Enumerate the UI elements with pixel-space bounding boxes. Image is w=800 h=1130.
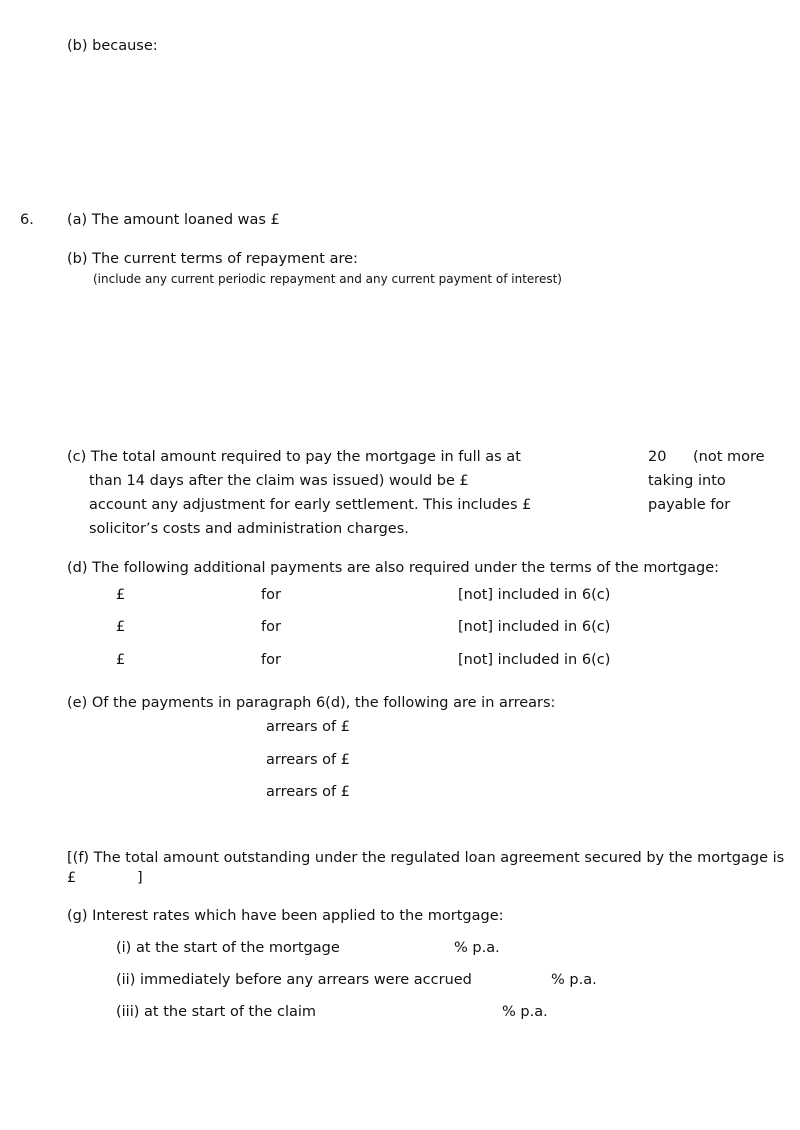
payment-included-status: [not] included in 6(c)	[458, 619, 611, 635]
payable-for-text: payable for	[648, 497, 731, 513]
date-year-prefix: 20	[648, 449, 667, 465]
total-outstanding-currency: £	[67, 870, 77, 886]
payment-included-status: [not] included in 6(c)	[458, 587, 611, 603]
interest-rate-unit: % p.a.	[551, 972, 597, 988]
total-outstanding-label: [(f) The total amount outstanding under the regulated loan agreement secured by the mortgage is	[67, 850, 785, 866]
payment-for-label: for	[261, 587, 281, 603]
payment-for-label: for	[261, 652, 281, 668]
total-amount-line-1: (c) The total amount required to pay the mortgage in full as at	[67, 449, 521, 465]
payment-currency: £	[116, 652, 126, 668]
total-outstanding-close-bracket: ]	[137, 870, 143, 886]
repayment-terms-note: (include any current periodic repayment and any current payment of interest)	[93, 272, 562, 286]
additional-payments-label: (d) The following additional payments are also required under the terms of the mortgage:	[67, 560, 720, 576]
section-number: 6.	[20, 212, 34, 228]
section-5b-because-label: (b) because:	[67, 38, 158, 54]
payment-for-label: for	[261, 619, 281, 635]
arrears-label: (e) Of the payments in paragraph 6(d), the following are in arrears:	[67, 695, 556, 711]
payment-included-status: [not] included in 6(c)	[458, 652, 611, 668]
arrears-row: arrears of £	[266, 752, 350, 768]
payment-currency: £	[116, 587, 126, 603]
interest-rates-label: (g) Interest rates which have been applied to the mortgage:	[67, 908, 504, 924]
payment-currency: £	[116, 619, 126, 635]
interest-rate-start-label: (i) at the start of the mortgage	[116, 940, 340, 956]
taking-into-text: taking into	[648, 473, 726, 489]
amount-loaned-label: (a) The amount loaned was £	[67, 212, 280, 228]
repayment-terms-label: (b) The current terms of repayment are:	[67, 251, 358, 267]
total-amount-line-3: account any adjustment for early settlement. This includes £	[89, 497, 532, 513]
interest-rate-before-arrears-label: (ii) immediately before any arrears were accrued	[116, 972, 472, 988]
interest-rate-claim-start-label: (iii) at the start of the claim	[116, 1004, 317, 1020]
not-more-text: (not more	[693, 449, 765, 465]
total-amount-line-4: solicitor’s costs and administration charges.	[89, 521, 409, 537]
interest-rate-unit: % p.a.	[454, 940, 500, 956]
interest-rate-unit: % p.a.	[502, 1004, 548, 1020]
arrears-row: arrears of £	[266, 719, 350, 735]
arrears-row: arrears of £	[266, 784, 350, 800]
total-amount-line-2: than 14 days after the claim was issued) would be £	[89, 473, 469, 489]
